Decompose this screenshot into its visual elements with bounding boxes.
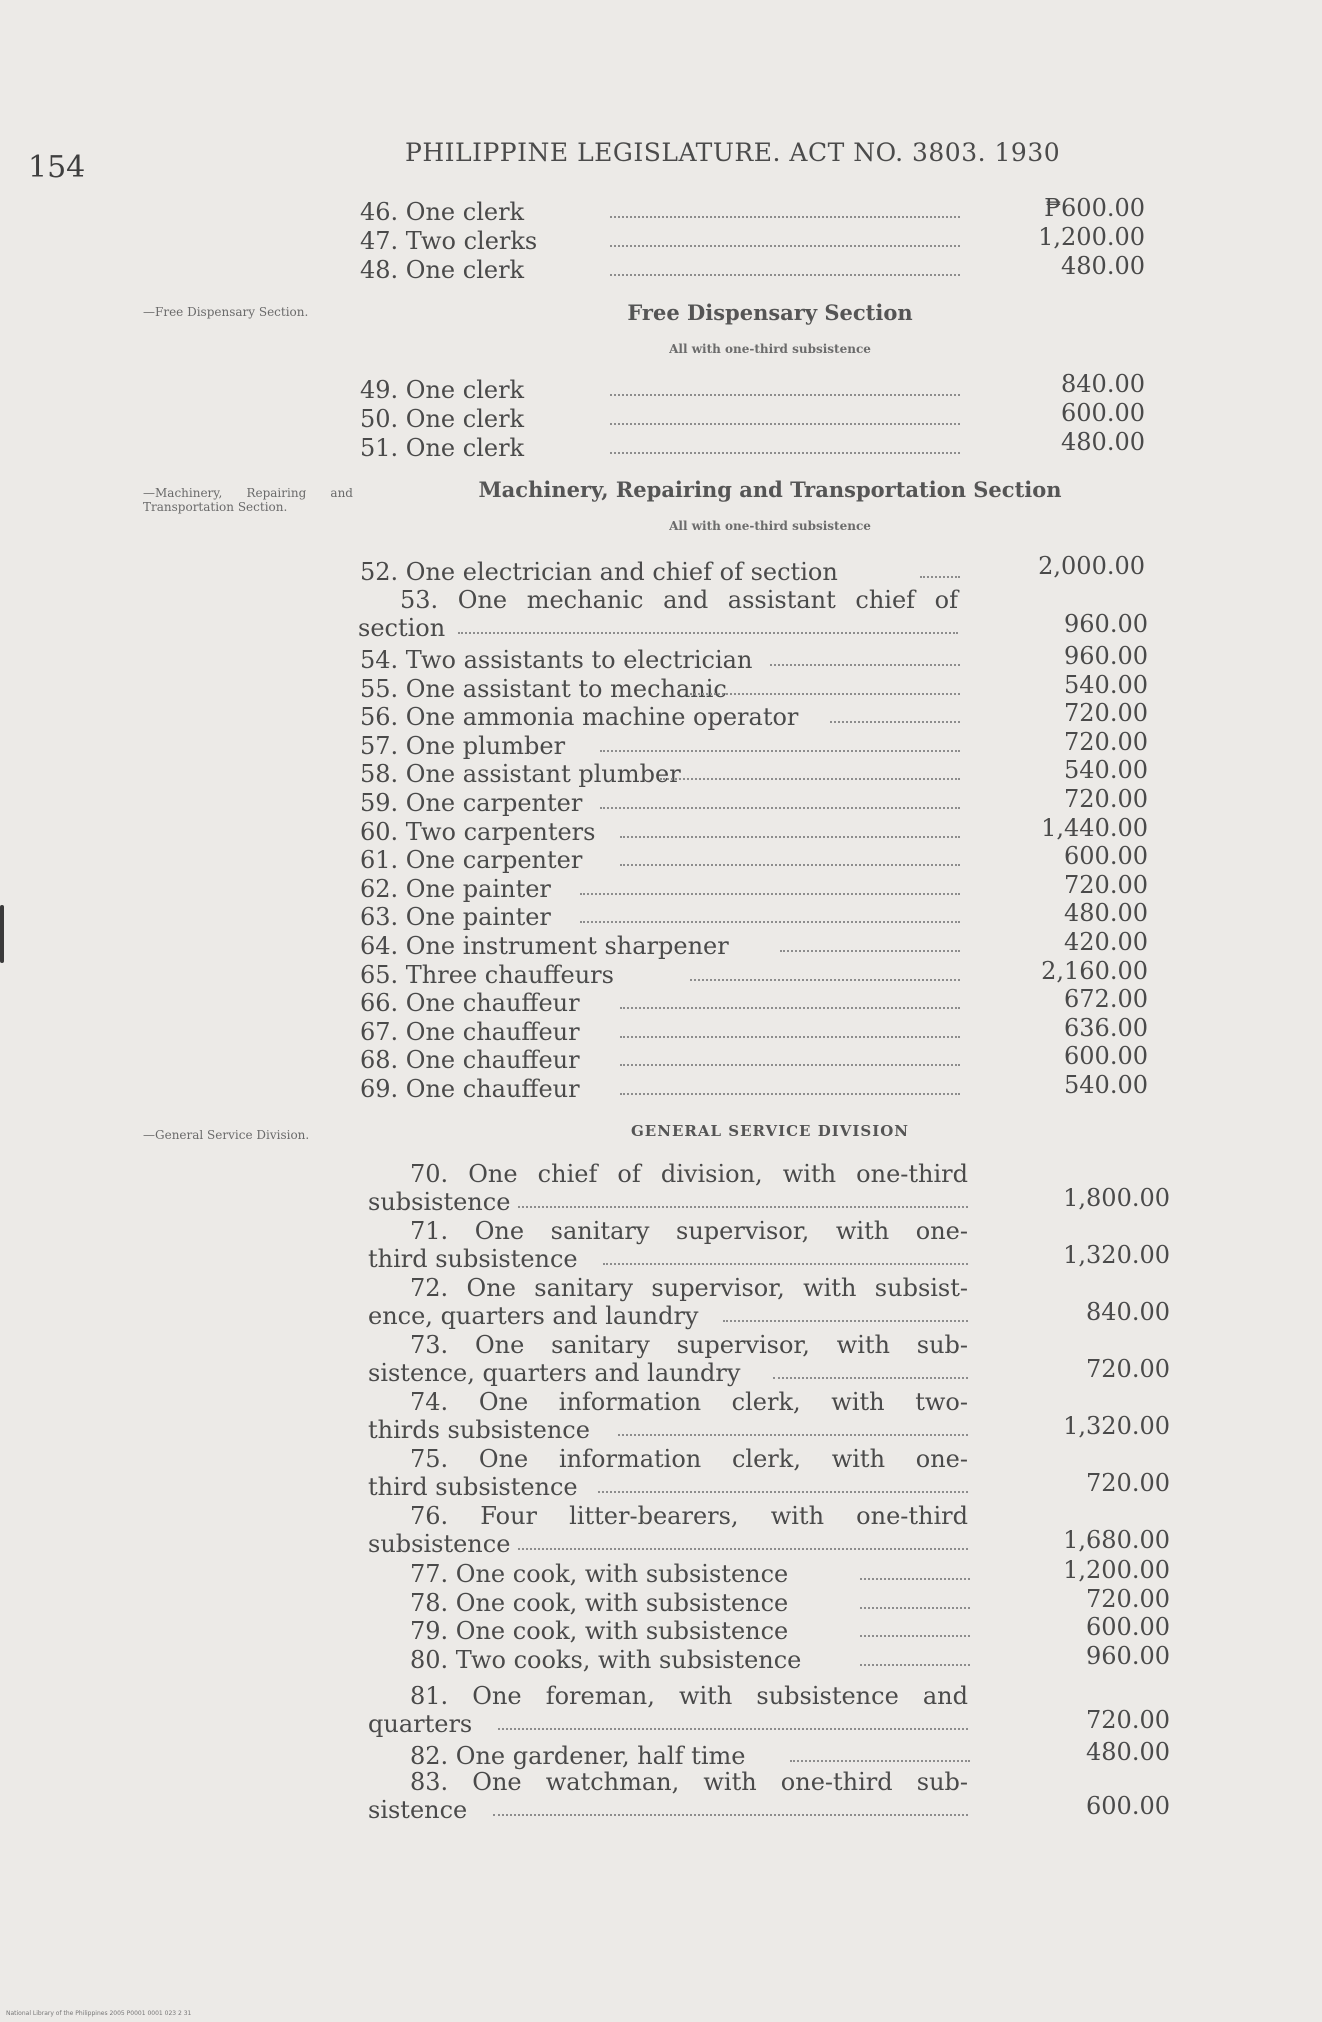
line-item-72 xyxy=(368,1274,968,1330)
item-label: 64. One instrument sharpener xyxy=(360,932,729,960)
dot-leader xyxy=(860,1664,970,1666)
line-item-61 xyxy=(360,846,960,875)
item-amount: 600.00 xyxy=(1086,1613,1170,1641)
item-label: 62. One painter xyxy=(360,874,551,903)
item-label: 56. One ammonia machine operator xyxy=(360,703,799,732)
line-item-48 xyxy=(360,256,960,285)
dot-leader xyxy=(610,452,960,454)
item-amount: 960.00 xyxy=(1064,610,1148,638)
line-item-81 xyxy=(368,1682,968,1738)
item-line-1: 53. One mechanic and assistant chief of xyxy=(400,586,958,614)
item-amount: 480.00 xyxy=(1061,252,1145,280)
item-label: 65. Three chauffeurs xyxy=(360,960,614,989)
item-line-2 xyxy=(368,1188,968,1216)
line-item-60 xyxy=(360,818,960,847)
line-item-56 xyxy=(360,703,960,732)
item-label: 60. Two carpenters xyxy=(360,817,596,846)
item-amount: 540.00 xyxy=(1064,670,1148,699)
item-line-1: 71. One sanitary supervisor, with one- xyxy=(410,1217,968,1245)
item-amount: 720.00 xyxy=(1086,1355,1170,1383)
dot-leader xyxy=(498,1728,968,1730)
dot-leader xyxy=(620,864,960,866)
item-label: 52. One electrician and chief of section xyxy=(360,558,838,586)
item-line-1: 81. One foreman, with subsistence and xyxy=(410,1682,968,1710)
line-item-51 xyxy=(360,434,960,463)
dot-leader xyxy=(610,245,960,247)
item-line-1: 83. One watchman, with one-third sub- xyxy=(410,1768,968,1796)
item-label: 66. One chauffeur xyxy=(360,989,580,1018)
item-label: subsistence xyxy=(368,1188,511,1216)
line-item-76 xyxy=(368,1502,968,1558)
dot-leader xyxy=(580,921,960,923)
dot-leader xyxy=(860,1635,970,1637)
section-title-general-service: GENERAL SERVICE DIVISION xyxy=(630,1122,909,1140)
dot-leader xyxy=(690,979,960,981)
dot-leader xyxy=(610,274,960,276)
item-label: 78. One cook, with subsistence xyxy=(410,1588,789,1617)
line-item-57 xyxy=(360,732,960,761)
dot-leader xyxy=(598,1491,968,1493)
item-line-2 xyxy=(368,1359,968,1387)
line-item-65 xyxy=(360,961,960,990)
item-amount: 1,200.00 xyxy=(1038,223,1145,251)
item-amount: 720.00 xyxy=(1086,1469,1170,1497)
line-item-58 xyxy=(360,760,960,789)
dot-leader xyxy=(610,423,960,425)
line-item-74 xyxy=(368,1388,968,1444)
item-label: quarters xyxy=(368,1710,473,1738)
item-label: section xyxy=(358,614,446,642)
page-number: 154 xyxy=(28,150,86,185)
margin-note-machinery: —Machinery, Repairing and Transportation Section. xyxy=(143,486,353,514)
item-line-2 xyxy=(368,1416,968,1444)
dot-leader xyxy=(780,950,960,952)
dot-leader xyxy=(618,1434,968,1436)
dot-leader xyxy=(620,1036,960,1038)
dot-leader xyxy=(723,1320,968,1322)
item-label: 69. One chauffeur xyxy=(360,1075,580,1103)
item-line-2 xyxy=(368,1302,968,1330)
item-amount: ₱600.00 xyxy=(1044,194,1145,222)
item-amount: 480.00 xyxy=(1086,1738,1170,1766)
item-label: 80. Two cooks, with subsistence xyxy=(410,1645,802,1674)
item-amount: 480.00 xyxy=(1064,899,1148,928)
dot-leader xyxy=(580,893,960,895)
item-amount: 636.00 xyxy=(1064,1013,1148,1042)
section-subtitle-machinery: All with one-third subsistence xyxy=(669,519,871,533)
dot-leader xyxy=(610,394,960,396)
running-header: PHILIPPINE LEGISLATURE. ACT NO. 3803. 1930 xyxy=(405,138,1061,167)
line-item-75 xyxy=(368,1445,968,1501)
item-label: 50. One clerk xyxy=(360,405,525,433)
item-label: 77. One cook, with subsistence xyxy=(410,1560,789,1588)
dot-leader xyxy=(860,1578,970,1580)
item-line-1: 76. Four litter-bearers, with one-third xyxy=(410,1502,968,1530)
line-item-77 xyxy=(410,1560,970,1589)
item-label: third subsistence xyxy=(368,1473,578,1501)
dot-leader xyxy=(603,1263,968,1265)
section-title-free-dispensary: Free Dispensary Section xyxy=(627,300,913,325)
dot-leader xyxy=(610,216,960,218)
dot-leader xyxy=(493,1814,968,1816)
item-amount: 2,160.00 xyxy=(1041,956,1148,985)
item-line-1: 74. One information clerk, with two- xyxy=(410,1388,968,1416)
item-amount: 600.00 xyxy=(1086,1792,1170,1820)
line-item-78 xyxy=(410,1589,970,1618)
item-amount: 600.00 xyxy=(1061,399,1145,427)
item-amount: 1,320.00 xyxy=(1063,1241,1170,1269)
item-amount: 840.00 xyxy=(1061,370,1145,398)
dot-leader xyxy=(790,1760,970,1762)
item-label: subsistence xyxy=(368,1530,511,1558)
item-label: 79. One cook, with subsistence xyxy=(410,1617,789,1645)
item-amount: 672.00 xyxy=(1064,985,1148,1014)
item-amount: 1,320.00 xyxy=(1063,1412,1170,1440)
item-amount: 720.00 xyxy=(1064,727,1148,756)
item-label: 51. One clerk xyxy=(360,434,525,462)
dot-leader xyxy=(620,1093,960,1095)
item-line-1: 73. One sanitary supervisor, with sub- xyxy=(410,1331,968,1359)
line-item-59 xyxy=(360,789,960,818)
line-item-79 xyxy=(410,1617,970,1646)
line-item-54 xyxy=(360,646,960,675)
item-amount: 540.00 xyxy=(1064,756,1148,785)
line-item-69 xyxy=(360,1075,960,1104)
margin-note-free-dispensary: —Free Dispensary Section. xyxy=(143,305,309,319)
dot-leader xyxy=(600,807,960,809)
item-amount: 720.00 xyxy=(1064,785,1148,813)
line-item-50 xyxy=(360,405,960,434)
item-label: sistence xyxy=(368,1796,468,1824)
line-item-63 xyxy=(360,903,960,932)
item-line-1: 72. One sanitary supervisor, with subsist- xyxy=(410,1274,968,1302)
line-item-70 xyxy=(368,1160,968,1216)
item-label: ence, quarters and laundry xyxy=(368,1302,699,1330)
item-amount: 1,200.00 xyxy=(1063,1556,1170,1584)
dot-leader xyxy=(620,836,960,838)
item-amount: 2,000.00 xyxy=(1038,552,1145,580)
line-item-67 xyxy=(360,1018,960,1047)
item-label: 57. One plumber xyxy=(360,731,566,760)
item-line-2 xyxy=(368,1796,968,1824)
item-label: 63. One painter xyxy=(360,903,551,932)
dot-leader xyxy=(920,576,960,578)
item-amount: 720.00 xyxy=(1064,870,1148,899)
item-line-2 xyxy=(368,1710,968,1738)
item-label: 55. One assistant to mechanic xyxy=(360,674,727,703)
line-item-53 xyxy=(358,586,958,642)
item-amount: 840.00 xyxy=(1086,1298,1170,1326)
dot-leader xyxy=(860,1607,970,1609)
section-title-machinery: Machinery, Repairing and Transportation Section xyxy=(478,477,1062,502)
item-amount: 1,680.00 xyxy=(1063,1526,1170,1554)
item-label: 49. One clerk xyxy=(360,376,525,404)
item-label: 47. Two clerks xyxy=(360,227,538,255)
line-item-82 xyxy=(410,1742,970,1771)
item-label: 54. Two assistants to electrician xyxy=(360,646,753,674)
line-item-49 xyxy=(360,376,960,405)
line-item-66 xyxy=(360,989,960,1018)
item-amount: 720.00 xyxy=(1064,699,1148,728)
dot-leader xyxy=(690,693,960,695)
item-amount: 720.00 xyxy=(1086,1706,1170,1734)
binding-edge-mark xyxy=(0,905,4,963)
item-amount: 600.00 xyxy=(1064,1042,1148,1071)
item-line-2 xyxy=(358,614,958,642)
item-amount: 420.00 xyxy=(1064,928,1148,956)
line-item-83 xyxy=(368,1768,968,1824)
item-amount: 600.00 xyxy=(1064,842,1148,871)
item-amount: 1,800.00 xyxy=(1063,1184,1170,1212)
item-label: 82. One gardener, half time xyxy=(410,1742,746,1770)
item-line-1: 70. One chief of division, with one-third xyxy=(410,1160,968,1188)
line-item-71 xyxy=(368,1217,968,1273)
item-amount: 540.00 xyxy=(1064,1071,1148,1099)
item-label: 58. One assistant plumber xyxy=(360,760,681,789)
dot-leader xyxy=(518,1548,968,1550)
item-label: 46. One clerk xyxy=(360,198,525,226)
section-subtitle-free-dispensary: All with one-third subsistence xyxy=(669,342,871,356)
dot-leader xyxy=(518,1206,968,1208)
item-label: 67. One chauffeur xyxy=(360,1017,580,1046)
line-item-47 xyxy=(360,227,960,256)
dot-leader xyxy=(620,1007,960,1009)
item-label: 68. One chauffeur xyxy=(360,1046,580,1075)
item-label: thirds subsistence xyxy=(368,1416,590,1444)
line-item-55 xyxy=(360,675,960,704)
item-amount: 720.00 xyxy=(1086,1584,1170,1613)
line-item-73 xyxy=(368,1331,968,1387)
dot-leader xyxy=(830,721,960,723)
item-label: 61. One carpenter xyxy=(360,846,583,875)
line-item-62 xyxy=(360,875,960,904)
line-item-64 xyxy=(360,932,960,961)
item-line-2 xyxy=(368,1245,968,1273)
item-label: third subsistence xyxy=(368,1245,578,1273)
item-line-1: 75. One information clerk, with one- xyxy=(410,1445,968,1473)
item-line-2 xyxy=(368,1473,968,1501)
item-amount: 960.00 xyxy=(1064,642,1148,670)
line-item-52 xyxy=(360,558,960,587)
line-item-46 xyxy=(360,198,960,227)
item-label: 59. One carpenter xyxy=(360,789,583,817)
dot-leader xyxy=(770,664,960,666)
dot-leader xyxy=(620,1064,960,1066)
dot-leader xyxy=(458,632,958,634)
dot-leader xyxy=(600,750,960,752)
line-item-80 xyxy=(410,1646,970,1675)
item-amount: 480.00 xyxy=(1061,428,1145,456)
dot-leader xyxy=(773,1377,968,1379)
item-line-2 xyxy=(368,1530,968,1558)
dot-leader xyxy=(660,778,960,780)
archive-stamp: National Library of the Philippines 2005 P0001 0001 023 2 31 xyxy=(6,2010,192,2017)
margin-note-general-service: —General Service Division. xyxy=(143,1128,310,1142)
item-amount: 960.00 xyxy=(1086,1641,1170,1670)
item-label: sistence, quarters and laundry xyxy=(368,1359,741,1387)
item-amount: 1,440.00 xyxy=(1041,813,1148,842)
line-item-68 xyxy=(360,1046,960,1075)
item-label: 48. One clerk xyxy=(360,256,525,284)
